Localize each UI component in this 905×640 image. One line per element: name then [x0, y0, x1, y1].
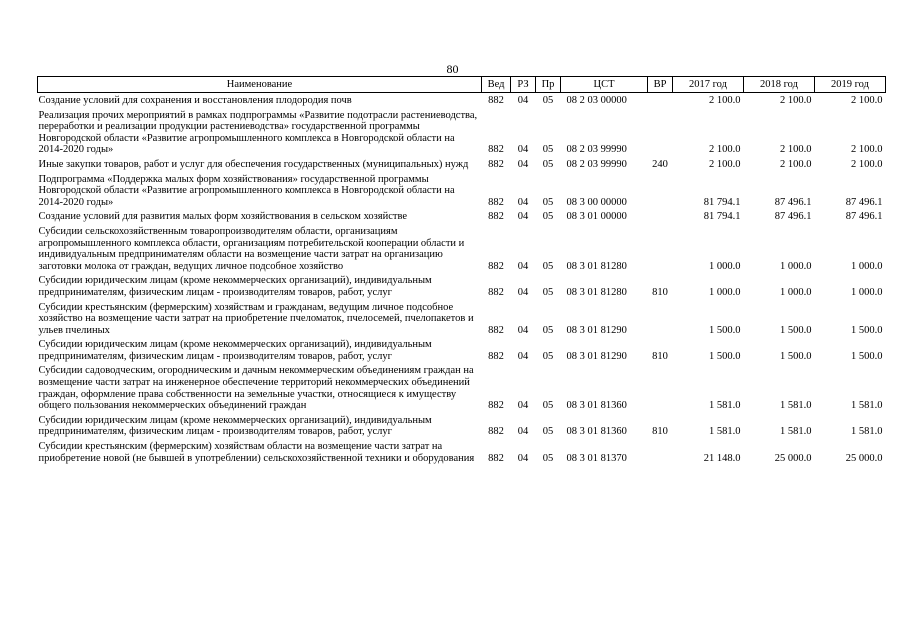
- row-pr: 05: [542, 286, 554, 298]
- row-value-2018: 2 100.0: [780, 144, 812, 156]
- row-ved: 882: [488, 95, 504, 106]
- row-pr: 05: [542, 426, 554, 438]
- table-row: [38, 172, 886, 210]
- header-name: Наименование: [38, 77, 482, 93]
- table-row: [38, 300, 886, 338]
- row-value-2018: 87 496.1: [774, 196, 812, 208]
- budget-table: [37, 76, 886, 465]
- row-name: Субсидии садоводческим, огородническим и дачным некоммерческим объединениям граждан на возмещение части затрат на инженерное обеспечение территорий некоммерческих объединений граждан, оформление права собственности на земельные участки, относящиеся к имуществу общего пользования некоммерческих объединений граждан: [38, 365, 474, 412]
- row-cst: 08 3 01 81290: [566, 350, 627, 362]
- row-value-2019: 1 581.0: [851, 426, 883, 438]
- row-value-2017: 1 000.0: [709, 260, 741, 272]
- table-row: [38, 108, 886, 157]
- page-number: 80: [446, 62, 459, 76]
- header-2019: 2019 год: [815, 77, 886, 93]
- row-name: Субсидии юридическим лицам (кроме некоммерческих организаций), индивидуальным предпринимателям, физическим лицам - производителям товаров, работ, услуг: [38, 414, 432, 438]
- row-vr: [648, 209, 673, 224]
- row-ved: 882: [488, 144, 504, 156]
- row-rz: 04: [517, 286, 529, 298]
- row-value-2017: 81 794.1: [703, 211, 741, 223]
- row-vr: [648, 439, 673, 465]
- row-value-2018: 2 100.0: [780, 158, 812, 170]
- row-name: Создание условий для развития малых форм хозяйствования в сельском хозяйстве: [38, 211, 408, 223]
- row-name: Субсидии крестьянским (фермерским) хозяйствам области на возмещение части затрат на приобретение новой (не бывшей в употреблении) сельскохозяйственной техники и оборудования: [38, 441, 475, 464]
- row-ved: 882: [488, 158, 504, 170]
- row-value-2019: 25 000.0: [845, 452, 883, 464]
- row-pr: 05: [542, 350, 554, 362]
- table-body: [38, 93, 886, 466]
- row-value-2019: 2 100.0: [851, 158, 883, 170]
- row-value-2018: 2 100.0: [780, 95, 812, 106]
- row-value-2017: 1 581.0: [709, 426, 741, 438]
- table-row: [38, 93, 886, 108]
- row-pr: 05: [542, 324, 554, 336]
- row-name: Субсидии юридическим лицам (кроме некоммерческих организаций), индивидуальным предпринимателям, физическим лицам - производителям товаров, работ, услуг: [38, 339, 432, 362]
- row-value-2018: 25 000.0: [774, 452, 812, 464]
- row-value-2018: 1 581.0: [780, 426, 812, 438]
- row-pr: 05: [542, 95, 554, 106]
- row-value-2019: 2 100.0: [851, 144, 883, 156]
- row-cst: 08 2 03 99990: [566, 144, 627, 156]
- row-name: Подпрограмма «Поддержка малых форм хозяйствования» государственной программы Новгородской области «Развитие агропромышленного комплекса в Новгородской области на 2014-2020 годы»: [38, 173, 455, 208]
- row-vr: [648, 363, 673, 412]
- row-pr: 05: [542, 158, 554, 170]
- row-value-2019: 1 000.0: [851, 260, 883, 272]
- row-name: Субсидии крестьянским (фермерским) хозяйствам и гражданам, ведущим личное подсобное хозяйство на возмещение части затрат на приобретение пчеломаток, пчелосемей, пчелопакетов и ульев пчелиных: [38, 301, 474, 336]
- row-pr: 05: [542, 452, 554, 464]
- row-rz: 04: [517, 144, 529, 156]
- row-ved: 882: [488, 350, 504, 362]
- row-vr: 810: [652, 426, 668, 438]
- table-row: [38, 209, 886, 224]
- row-rz: 04: [517, 400, 529, 412]
- row-vr: [648, 172, 673, 210]
- row-cst: 08 2 03 99990: [566, 158, 627, 170]
- row-cst: 08 3 00 00000: [566, 196, 627, 208]
- table-row: [38, 157, 886, 172]
- row-cst: 08 3 01 81360: [566, 400, 627, 412]
- row-cst: 08 3 01 81370: [566, 452, 627, 464]
- row-value-2018: 1 500.0: [780, 324, 812, 336]
- row-vr: [648, 300, 673, 338]
- row-value-2017: 1 000.0: [709, 286, 741, 298]
- row-value-2017: 2 100.0: [709, 95, 741, 106]
- header-ved: Вед: [482, 77, 511, 93]
- row-value-2019: 1 500.0: [851, 350, 883, 362]
- row-cst: 08 3 01 81290: [566, 324, 627, 336]
- row-rz: 04: [517, 158, 529, 170]
- row-rz: 04: [517, 211, 529, 223]
- row-value-2019: 2 100.0: [851, 95, 883, 106]
- header-vr: ВР: [648, 77, 673, 93]
- header-rz: РЗ: [511, 77, 536, 93]
- row-ved: 882: [488, 196, 504, 208]
- row-ved: 882: [488, 324, 504, 336]
- table-row: [38, 224, 886, 273]
- row-cst: 08 3 01 00000: [566, 211, 627, 223]
- row-rz: 04: [517, 350, 529, 362]
- row-rz: 04: [517, 324, 529, 336]
- table-header-row: [38, 77, 886, 93]
- row-vr: [648, 224, 673, 273]
- row-ved: 882: [488, 211, 504, 223]
- table-row: [38, 363, 886, 412]
- row-name: Создание условий для сохранения и восстановления плодородия почв: [38, 95, 352, 106]
- row-value-2018: 1 500.0: [780, 350, 812, 362]
- header-pr: Пр: [536, 77, 561, 93]
- row-value-2019: 87 496.1: [845, 196, 883, 208]
- row-ved: 882: [488, 400, 504, 412]
- row-vr: 810: [652, 350, 668, 362]
- row-value-2018: 87 496.1: [774, 211, 812, 223]
- header-2018: 2018 год: [744, 77, 815, 93]
- row-value-2017: 2 100.0: [709, 158, 741, 170]
- row-name: Реализация прочих мероприятий в рамках подпрограммы «Развитие подотрасли растениеводства, переработки и реализации продукции растениеводства» государственной программы Новгородской области «Развитие агропромышленного комплекса в Новгородской области на 2014-2020 годы»: [38, 109, 478, 156]
- row-pr: 05: [542, 260, 554, 272]
- row-value-2017: 81 794.1: [703, 196, 741, 208]
- row-vr: [648, 108, 673, 157]
- row-value-2018: 1 581.0: [780, 400, 812, 412]
- row-rz: 04: [517, 95, 529, 106]
- row-value-2019: 1 500.0: [851, 324, 883, 336]
- row-ved: 882: [488, 260, 504, 272]
- row-ved: 882: [488, 286, 504, 298]
- row-vr: 810: [652, 286, 668, 298]
- row-value-2017: 21 148.0: [703, 452, 741, 464]
- row-vr: [648, 93, 673, 108]
- row-cst: 08 3 01 81280: [566, 260, 627, 272]
- row-value-2019: 1 000.0: [851, 286, 883, 298]
- row-pr: 05: [542, 211, 554, 223]
- header-2017: 2017 год: [673, 77, 744, 93]
- row-value-2017: 1 500.0: [709, 324, 741, 336]
- row-value-2017: 1 500.0: [709, 350, 741, 362]
- row-rz: 04: [517, 426, 529, 438]
- row-vr: 240: [652, 158, 668, 170]
- row-cst: 08 2 03 00000: [566, 95, 627, 106]
- row-value-2018: 1 000.0: [780, 260, 812, 272]
- row-value-2019: 87 496.1: [845, 211, 883, 223]
- row-value-2018: 1 000.0: [780, 286, 812, 298]
- row-value-2017: 2 100.0: [709, 144, 741, 156]
- row-rz: 04: [517, 452, 529, 464]
- row-cst: 08 3 01 81280: [566, 286, 627, 298]
- row-name: Субсидии сельскохозяйственным товаропроизводителям области, организациям агропромышленного комплекса области, организациям потребительской кооперации области и индивидуальным предпринимателям области на возмещение части затрат на организацию заготовки молока от граждан, ведущих личное подсобное хозяйство: [38, 225, 465, 272]
- table-row: [38, 337, 886, 363]
- row-ved: 882: [488, 452, 504, 464]
- row-cst: 08 3 01 81360: [566, 426, 627, 438]
- table-row: [38, 413, 886, 439]
- row-rz: 04: [517, 196, 529, 208]
- table-row: [38, 273, 886, 299]
- header-cst: ЦСТ: [561, 77, 648, 93]
- row-value-2017: 1 581.0: [709, 400, 741, 412]
- row-rz: 04: [517, 260, 529, 272]
- row-pr: 05: [542, 196, 554, 208]
- row-ved: 882: [488, 426, 504, 438]
- row-pr: 05: [542, 400, 554, 412]
- table-row: [38, 439, 886, 465]
- row-name: Иные закупки товаров, работ и услуг для обеспечения государственных (муниципальных) нужд: [38, 158, 469, 170]
- row-pr: 05: [542, 144, 554, 156]
- row-name: Субсидии юридическим лицам (кроме некоммерческих организаций), индивидуальным предпринимателям, физическим лицам - производителям товаров, работ, услуг: [38, 275, 432, 298]
- row-value-2019: 1 581.0: [851, 400, 883, 412]
